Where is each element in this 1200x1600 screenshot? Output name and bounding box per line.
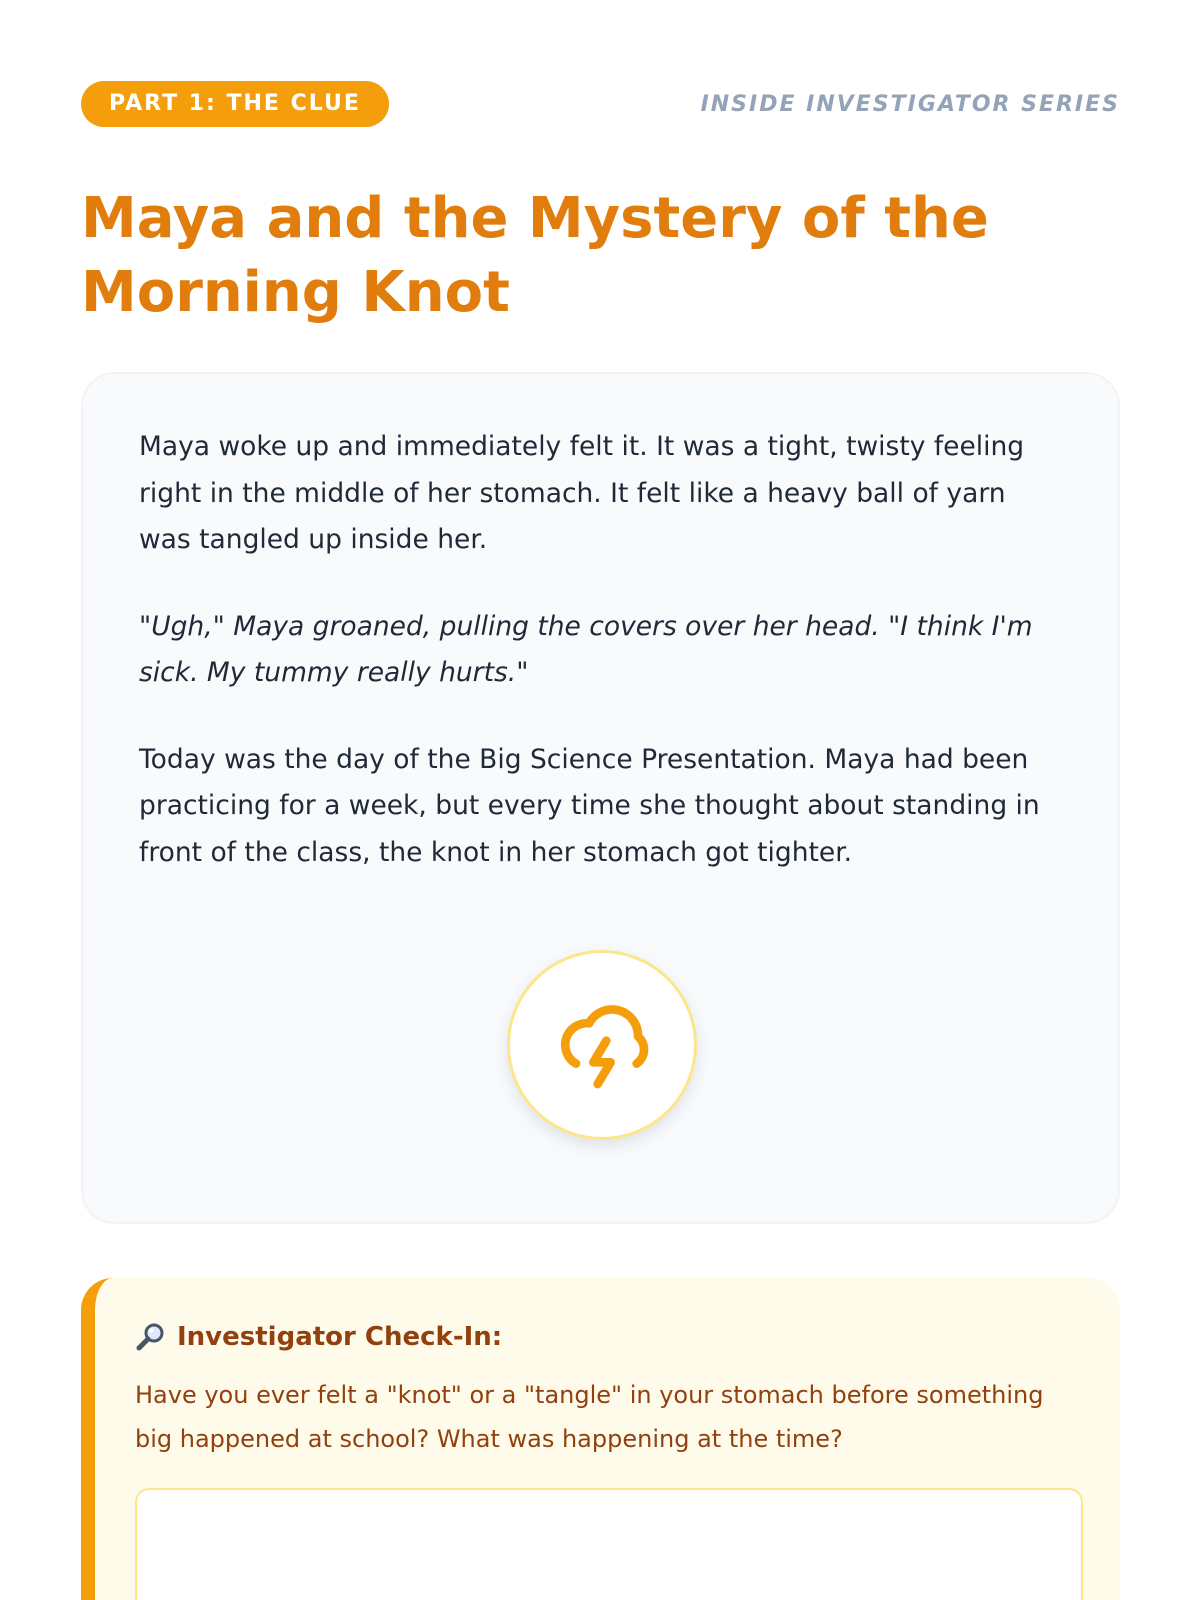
series-label: INSIDE INVESTIGATOR SERIES <box>700 91 1120 117</box>
story-card <box>81 372 1120 1224</box>
story-paragraph-2: "Ugh," Maya groaned, pulling the covers over her head. "I think I'm sick. My tummy really hurts." <box>139 610 1033 688</box>
story-paragraph-3: Today was the day of the Big Science Presentation. Maya had been practicing for a week, but every time she thought about standing in front of the class, the knot in her stomach got tighter. <box>139 743 1040 868</box>
story-title: Maya and the Mystery of the Morning Knot <box>81 186 989 325</box>
story-paragraph-1: Maya woke up and immediately felt it. It was a tight, twisty feeling right in the middle of her stomach. It felt like a heavy ball of yarn was tangled up inside her. <box>139 431 1025 555</box>
storm-cloud-lightning-icon <box>550 993 654 1097</box>
checkin-header <box>135 1320 1080 1354</box>
storm-cloud-illustration <box>507 950 697 1140</box>
answer-input[interactable] <box>135 1488 1083 1600</box>
page-header <box>81 81 1120 127</box>
checkin-question: Have you ever felt a "knot" or a "tangle" in your stomach before something big happened at school? What was happening at the time? <box>135 1381 1044 1453</box>
part-badge: PART 1: THE CLUE <box>81 81 389 127</box>
checkin-title: Investigator Check-In: <box>177 1322 503 1352</box>
magnifying-glass-icon <box>135 1321 167 1353</box>
investigator-checkin <box>81 1278 1120 1600</box>
